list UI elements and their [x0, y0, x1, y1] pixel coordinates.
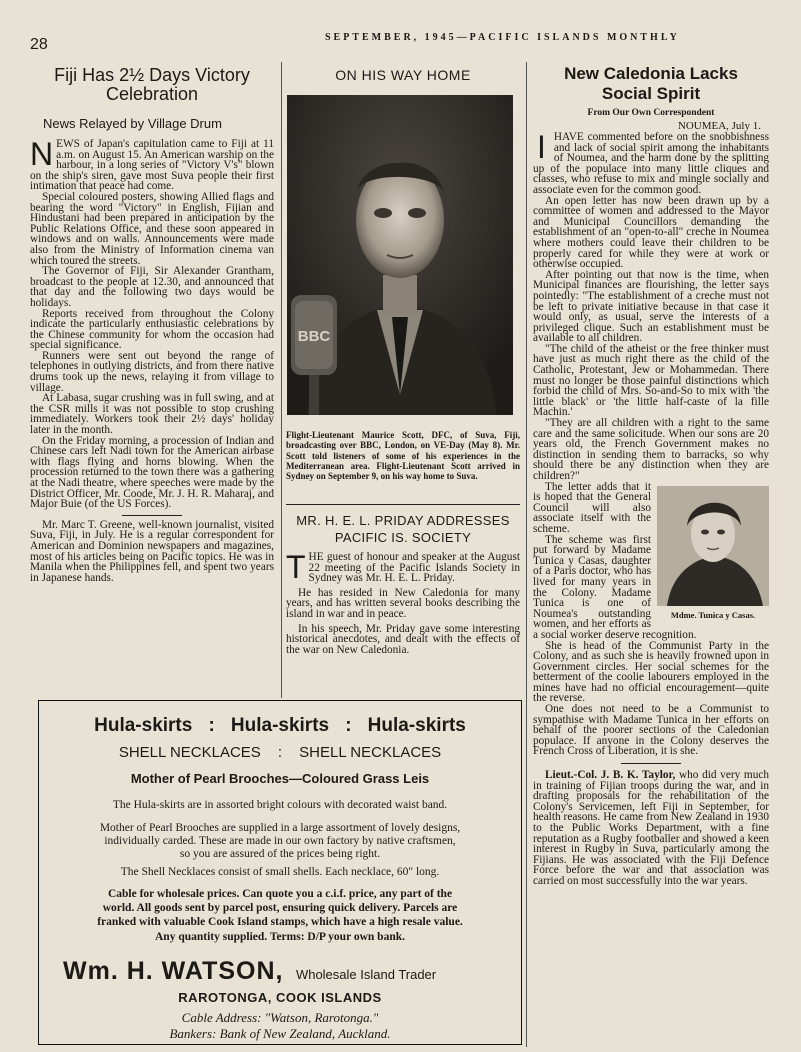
ad-shell-1: SHELL NECKLACES	[118, 744, 261, 761]
ad-bold-1: Cable for wholesale prices. Can quote you a c.i.f. price, any part of the	[107, 888, 453, 900]
caledonia-headline	[533, 64, 769, 104]
ad-hula-2: Hula-skirts	[230, 715, 330, 736]
priday-headline-line-1: MR. H. E. L. PRIDAY ADDRESSES	[296, 513, 510, 528]
caledonia-paragraph-4: "The child of the atheist or the free thinker must have just as much right there as the child of the Catholic, Protestant, Jew or Mohammedan. There must no longer be those painful distinctions which forbid the child of Mrs. So-and-So to mix with 'the little black' or 'the little half-caste of la fille Machin.'	[533, 342, 769, 419]
caledonia-paragraph-5: "They are all children with a right to the same care and the same solicitude. When our sons are 20 years old, the French Government makes no distinction in sending them to barracks, so why should there be any distinction when they are children?"	[533, 417, 769, 482]
page-header	[0, 30, 801, 53]
short-rule	[122, 515, 182, 516]
priday-top-rule	[286, 504, 520, 505]
priday-article	[286, 512, 520, 655]
fiji-headline-line-1: Fiji Has 2½ Days Victory	[54, 65, 250, 85]
ad-line-1: The Hula-skirts are in assorted bright colours with decorated waist band.	[112, 799, 448, 811]
ad-bold-3: franked with valuable Cook Island stamps, which have a high resale value.	[97, 916, 463, 928]
taylor-paragraph	[533, 770, 769, 887]
ad-cable: Cable Address: "Watson, Rarotonga."	[181, 1010, 379, 1025]
priday-paragraph-1-text: HE guest of honour and speaker at the August 22 meeting of the Pacific Islands Society in Sydney was Mr. H. E. L. Priday.	[308, 551, 520, 585]
caledonia-headline-line-1: New Caledonia Lacks	[564, 64, 738, 83]
fiji-article	[30, 66, 274, 583]
ad-sep-2: :	[345, 715, 352, 736]
ad-trader: Wholesale Island Trader	[295, 967, 437, 982]
caledonia-paragraph-1-text: HAVE commented before on the snobbishness and lack of social spirit among the inhabitants of Noumea, and the harm done by the splitting up of the populace into many little cliques and classes, who refuse to mix and mingle socially and associate even for the common good.	[533, 131, 769, 196]
short-rule-right	[621, 763, 681, 764]
priday-paragraph-3: In his speech, Mr. Priday gave some interesting historical anecdotes, and dealt with the effects of the war on New Caledonia.	[286, 622, 520, 656]
fiji-subhead: News Relayed by Village Drum	[43, 116, 222, 131]
ad-sep-1: :	[208, 715, 215, 736]
ad-watson-name: Wm. H. WATSON,	[63, 957, 284, 985]
ad-bold-4: Any quantity supplied. Terms: D/P your own bank.	[155, 931, 405, 943]
fiji-headline-line-2: Celebration	[105, 84, 199, 104]
ad-pearl-line: Mother of Pearl Brooches—Coloured Grass Leis	[130, 771, 430, 786]
ad-location: RAROTONGA, COOK ISLANDS	[178, 990, 382, 1005]
caledonia-byline: From Our Own Correspondent	[587, 108, 715, 118]
tunica-figure	[657, 486, 769, 620]
tunica-portrait-illustration	[657, 486, 769, 606]
fiji-paragraph-5: Runners were sent out beyond the range of telephones in outlying districts, and from there native drums took up the news, relaying it from village to village.	[30, 349, 274, 394]
caledonia-paragraph-3: After pointing out that now is the time, when Municipal finances are flourishing, the letter says pointedly: "The establishment of a creche must not be left to private initiative because in that case it would only, as usual, serve the interests of a privileged clique. Such an establishment must be available to all children.	[533, 268, 769, 345]
greene-paragraph: Mr. Marc T. Greene, well-known journalist, visited Suva, Fiji, in July. He is a regular correspondent for American and Dominion newspapers and magazines, most of his articles being on Pacific topics. He was in Manila when the Philippines fell, and spent two years in Japanese hands.	[30, 518, 274, 584]
ad-bankers: Bankers: Bank of New Zealand, Auckland.	[169, 1026, 391, 1041]
fiji-paragraph-6: At Labasa, sugar crushing was in full swing, and at the CSR mills it was not possible to stop crushing immediately. Workers took their 2½ days' holiday later in the month.	[30, 392, 274, 437]
caledonia-paragraph-2: An open letter has now been drawn up by a committee of women and addressed to the Mayor and Municipal Councillors demanding the establishment of an "open-to-all" creche in Noumea where mothers could leave their children to be properly cared for while they were at work or otherwise occupied.	[533, 194, 769, 271]
watson-advertisement	[38, 700, 522, 1045]
ad-line-2: Mother of Pearl Brooches are supplied in a large assortment of lovely designs,	[99, 822, 461, 834]
ad-hula-row	[39, 715, 521, 737]
caledonia-paragraph-6: The letter adds that it is hoped that the General Council will also associate itself with the scheme.	[533, 480, 651, 535]
onway-article	[286, 66, 520, 85]
caledonia-paragraph-9: One does not need to be a Communist to sympathise with Madame Tunica in her efforts on behalf of the poorer sections of the Caledonian populace. If anyone in the Colony deserves the French Cross of Liberation, it is she.	[533, 703, 769, 758]
ad-line-5: The Shell Necklaces consist of small shells. Each necklace, 60" long.	[120, 866, 440, 878]
ad-shell-2: SHELL NECKLACES	[299, 744, 442, 761]
scott-photo	[287, 95, 513, 415]
page-number: 28	[30, 36, 48, 53]
ad-line-4: so you are assured of the prices being right.	[179, 848, 381, 860]
fiji-paragraph-1	[30, 136, 274, 193]
column-divider-left	[281, 62, 282, 698]
running-title: SEPTEMBER, 1945—PACIFIC ISLANDS MONTHLY	[325, 32, 680, 43]
fiji-headline	[30, 66, 274, 104]
priday-headline-line-2: PACIFIC IS. SOCIETY	[334, 530, 472, 545]
taylor-text: who did very much in training of Fijian troops during the war, and in drafting proposals for the rehabilitation of the Colony's Servicemen, left Fiji in September, for health reasons. He came from New Zealand in 1930 to the Public Works Department, with a fine reputation as a Rugby footballer and showed a keen interest in Rugby in Suva, particularly among the Fijians. He was associated with the Fiji Defence Force before the war and that association was carried on most successfully into the war years.	[533, 769, 769, 887]
scott-caption: Flight-Lieutenant Maurice Scott, DFC, of Suva, Fiji, broadcasting over BBC, London, on VE-Day (May 8). Mr. Scott told listeners of some of his experiences in the Mediterranean area. Flight-Lieutenant Scott arrived in Sydney on September 9, on his way home to Suva.	[286, 430, 520, 482]
ad-hula-3: Hula-skirts	[367, 715, 466, 736]
fiji-paragraph-3: The Governor of Fiji, Sir Alexander Grantham, broadcast to the people at 12.30, and announced that that day and the following two days would be holidays.	[30, 265, 274, 309]
caledonia-paragraph-1	[533, 129, 769, 196]
caledonia-dropcap: I	[537, 129, 546, 165]
fiji-paragraph-1-text: EWS of Japan's capitulation came to Fiji at 11 a.m. on August 15. An American warship on the harbour, in a long series of "Victory V's" blown on the ship's siren, gave most Suva people their first intimation that peace had come.	[30, 138, 274, 193]
ad-watson-line	[39, 957, 521, 986]
caledonia-article	[533, 64, 769, 887]
mic-bbc-label: BBC	[297, 328, 331, 345]
fiji-paragraph-4: Reports received from throughout the Colony indicate the particularly enthusiastic celebrations by the Chinese community for whom the occasion had special significance.	[30, 307, 274, 352]
taylor-name: Lieut.-Col. J. B. K. Taylor,	[545, 769, 676, 782]
priday-paragraph-2: He has resided in New Caledonia for many years, and has written several books describing the island in war and in peace.	[286, 586, 520, 620]
scott-portrait-illustration	[287, 95, 513, 415]
fiji-paragraph-2: Special coloured posters, showing Allied flags and bearing the word "Victory" in English, Fijian and Hindustani had been prepared in anticipation by the Public Relations Office, and these soon appeared in windows and on walls. Announcements were made also from the Ministry of Information cinema van which toured the streets.	[30, 190, 274, 267]
caledonia-paragraph-8: She is head of the Communist Party in the Colony, and as such she is heavily frowned upon in Government circles. Her social schemes for the betterment of the coolie labourers employed in the mines have had no official encouragement—quite the reverse.	[533, 639, 769, 705]
ad-hula-1: Hula-skirts	[94, 715, 193, 736]
tunica-caption: Mdme. Tunica y Casas.	[670, 609, 756, 620]
fiji-dropcap: N	[30, 136, 54, 172]
ad-shell-row	[39, 744, 521, 761]
column-divider-right	[526, 62, 527, 1047]
onway-headline: ON HIS WAY HOME	[335, 67, 471, 83]
caledonia-headline-line-2: Social Spirit	[601, 84, 701, 103]
priday-dropcap: T	[286, 549, 306, 585]
caledonia-paragraph-7: The scheme was first put forward by Madame Tunica y Casas, daughter of a Paris doctor, who has lived for many years in the Colony. Madame Tunica is one of Noumea's outstanding women, and her efforts as a social worker deserve recognition.	[533, 533, 697, 641]
fiji-paragraph-7: On the Friday morning, a procession of Indian and Chinese cars left Nadi town for the American airbase with flags flying and horns blowing. When the procession returned to the town there was a gathering at the Nadi theatre, where speeches were made by the District Officer, Mr. Coode, Mr. J. H. R. Maharaj, and Major Buie (of the US Forces).	[30, 434, 274, 511]
caledonia-dateline: NOUMEA, July 1.	[677, 120, 761, 132]
ad-bold-2: world. All goods sent by parcel post, ensuring quick delivery. Parcels are	[102, 902, 458, 914]
ad-sep-3: :	[277, 744, 283, 761]
tunica-photo	[657, 486, 769, 606]
priday-paragraph-1	[286, 549, 520, 585]
priday-headline	[286, 512, 520, 546]
ad-line-3: individually carded. These are made in our own factory by native craftsmen,	[104, 835, 456, 847]
